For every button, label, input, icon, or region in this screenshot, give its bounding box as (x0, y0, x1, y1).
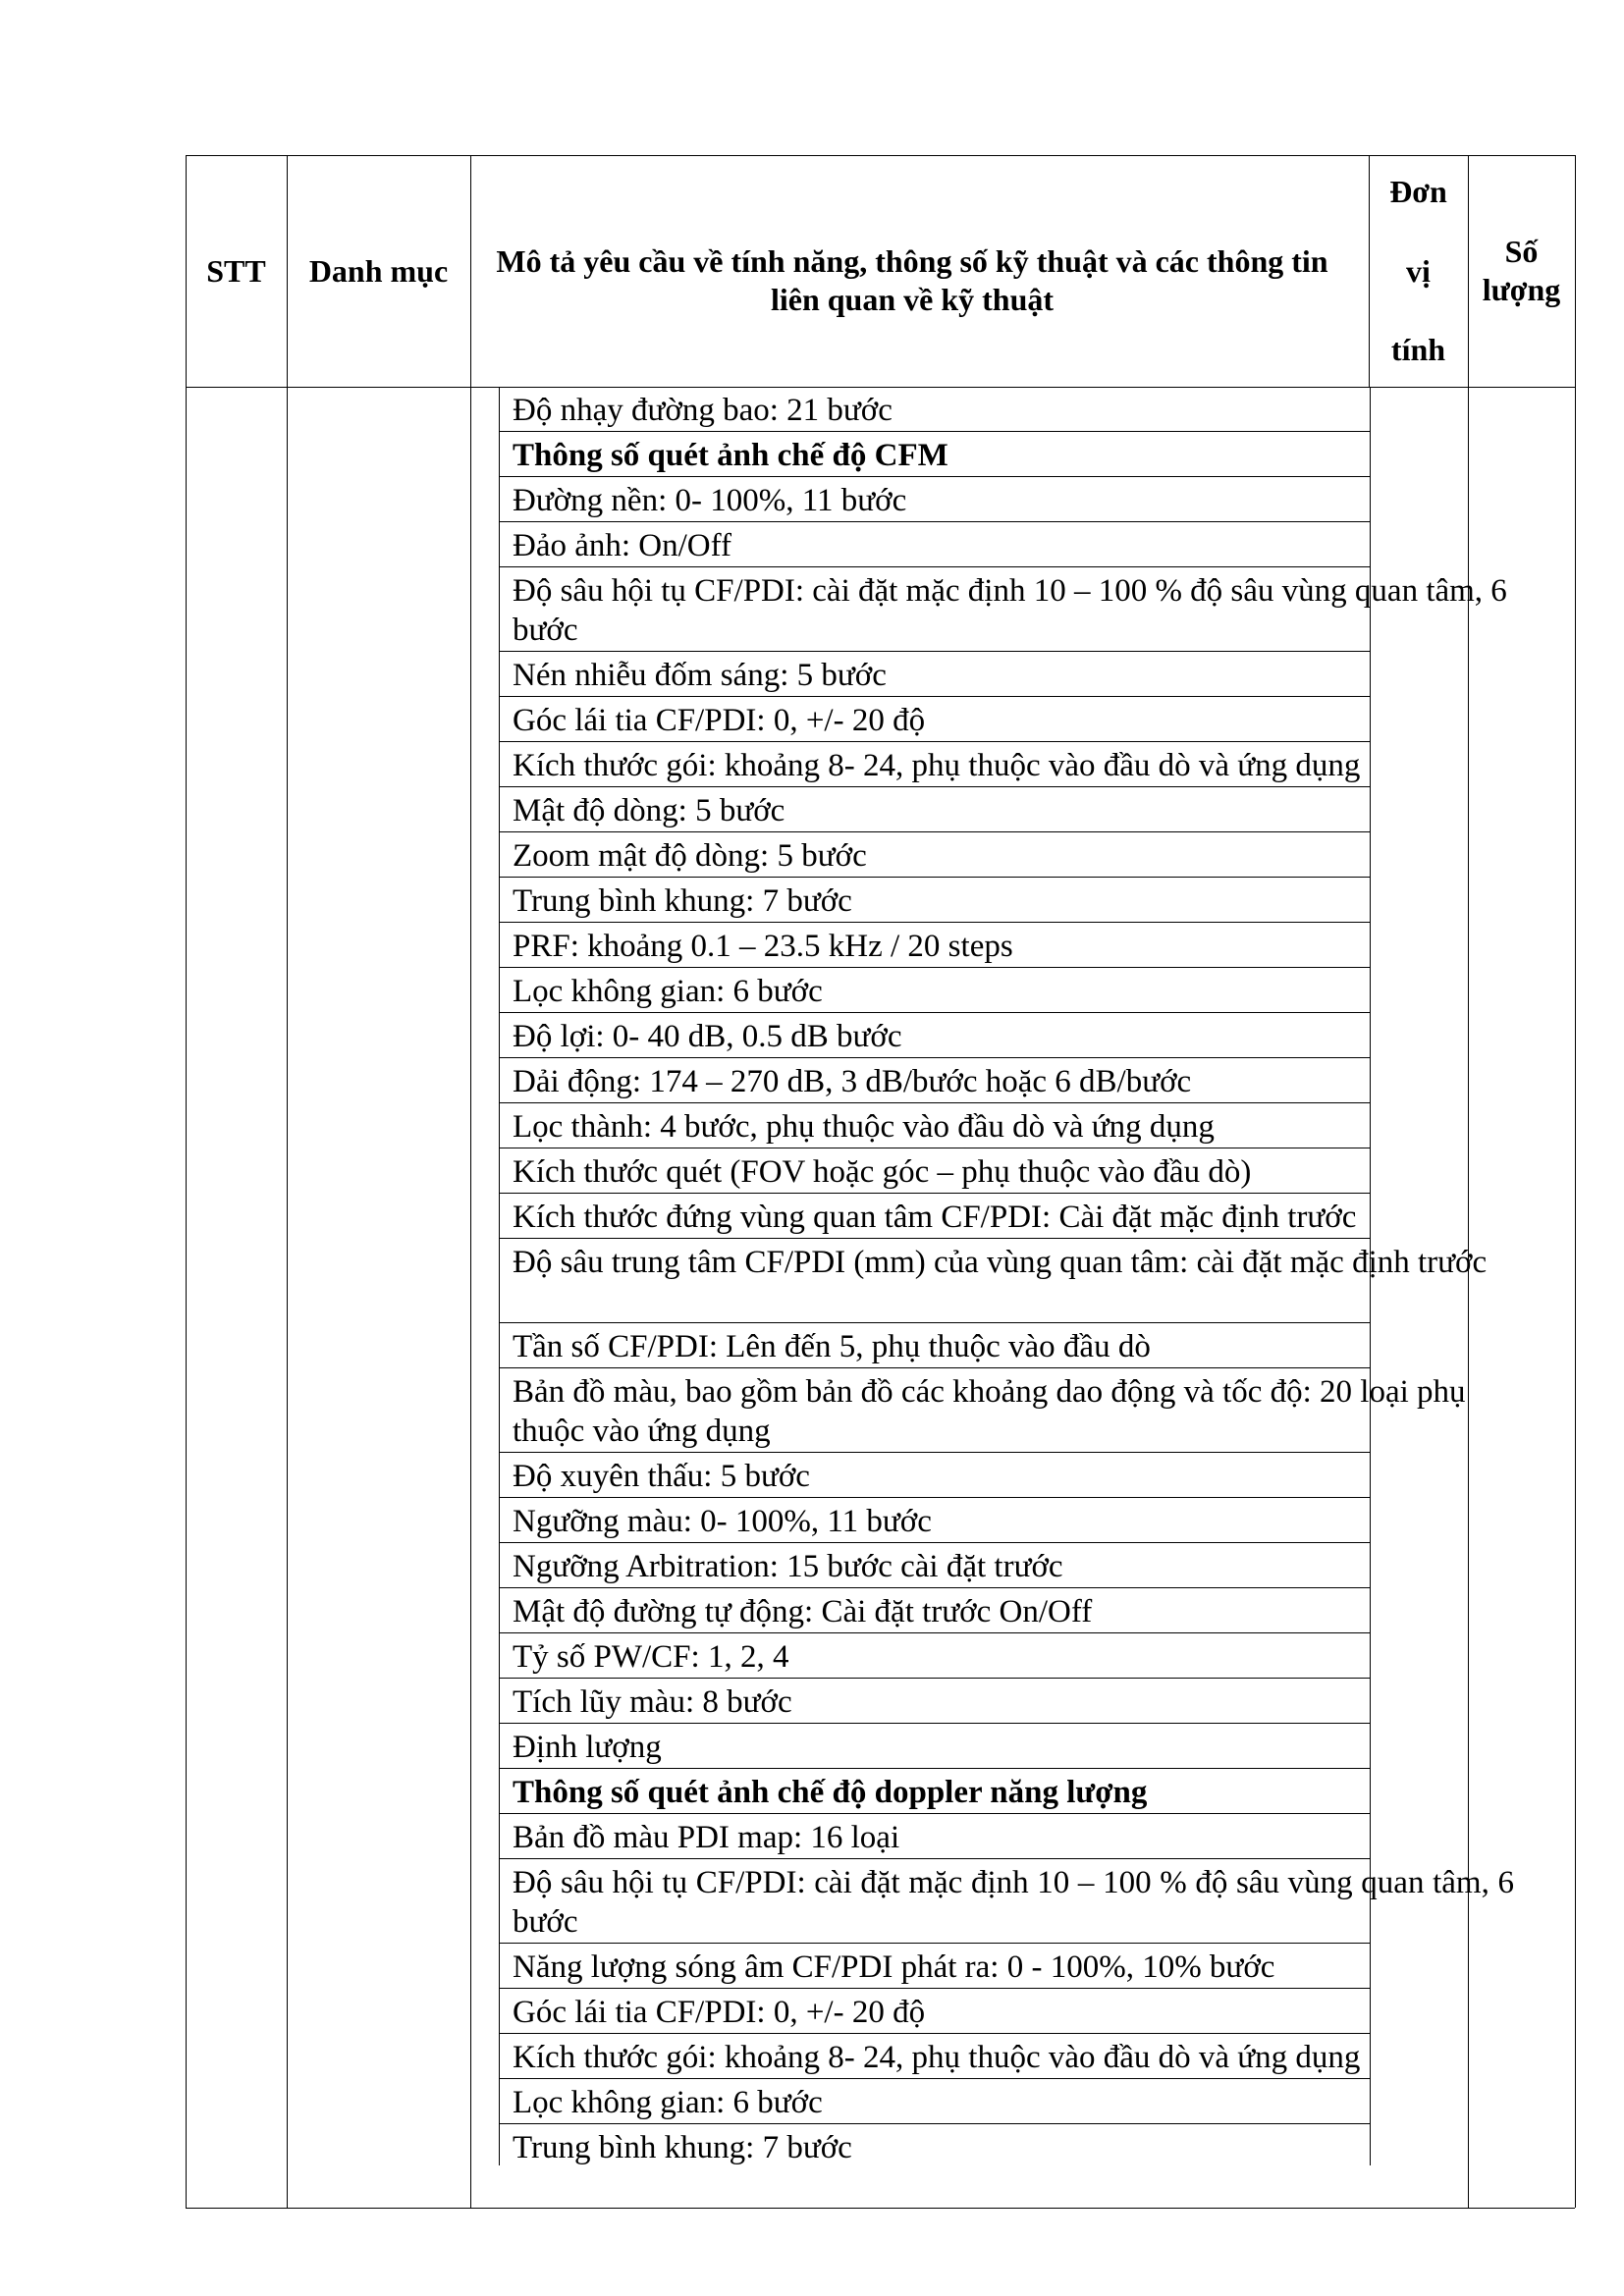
spec-row (500, 477, 1370, 522)
spec-row-text: Trung bình khung: 7 bước (513, 2130, 852, 2165)
spec-row-text: Tích lũy màu: 8 bước (513, 1684, 792, 1720)
spec-row-text: Lọc không gian: 6 bước (513, 974, 823, 1009)
spec-row (500, 1633, 1370, 1679)
spec-row (500, 1989, 1370, 2034)
spec-row (500, 432, 1370, 477)
spec-row-text: Đảo ảnh: On/Off (513, 528, 732, 563)
spec-row (500, 1769, 1370, 1814)
spec-row-text: Tỷ số PW/CF: 1, 2, 4 (513, 1639, 789, 1675)
table-border-right (1575, 155, 1576, 2208)
spec-row-text: Bản đồ màu, bao gồm bản đồ các khoảng dao động và tốc độ: 20 loại phụ thuộc vào ứng dụng (513, 1374, 1466, 1449)
spec-row (500, 1724, 1370, 1769)
spec-row (500, 1543, 1370, 1588)
spec-row (500, 1498, 1370, 1543)
spec-row-text: Kích thước quét (FOV hoặc góc – phụ thuộc vào đầu dò) (513, 1154, 1252, 1190)
spec-row (500, 1944, 1370, 1989)
spec-section-heading: Thông số quét ảnh chế độ CFM (513, 438, 948, 473)
spec-row (500, 1148, 1370, 1194)
spec-row-text: Dải động: 174 – 270 dB, 3 dB/bước hoặc 6 dB/bước (513, 1064, 1192, 1099)
spec-row (500, 567, 1507, 652)
spec-row (500, 522, 1370, 567)
spec-row (500, 1103, 1370, 1148)
spec-row-text: Lọc thành: 4 bước, phụ thuộc vào đầu dò và ứng dụng (513, 1109, 1215, 1145)
spec-table (186, 155, 1575, 2208)
header-don-vi-line-1: Đơn (1389, 174, 1447, 209)
header-mo-ta (480, 155, 1344, 397)
spec-row (500, 1058, 1370, 1103)
spec-row-text: Nén nhiễu đốm sáng: 5 bước (513, 658, 887, 693)
spec-row-text: Zoom mật độ dòng: 5 bước (513, 838, 867, 874)
spec-row (500, 1453, 1370, 1498)
spec-row-text: Độ xuyên thấu: 5 bước (513, 1459, 810, 1494)
header-so-luong: Số lượng (1482, 234, 1561, 307)
spec-row (500, 742, 1370, 787)
spec-row-text: Định lượng (513, 1730, 662, 1765)
column-divider-danh-muc (470, 155, 471, 2208)
spec-row-text: Độ lợi: 0- 40 dB, 0.5 dB bước (513, 1019, 902, 1054)
spec-list (499, 387, 1514, 2165)
spec-row (500, 2124, 1370, 2165)
spec-row-text: Mật độ đường tự động: Cài đặt trước On/Off (513, 1594, 1093, 1629)
spec-row-text: Năng lượng sóng âm CF/PDI phát ra: 0 - 100%, 10% bước (513, 1949, 1275, 1985)
spec-row-text: Kích thước gói: khoảng 8- 24, phụ thuộc vào đầu dò và ứng dụng (513, 2040, 1361, 2075)
spec-row (500, 1013, 1370, 1058)
spec-row-text: Trung bình khung: 7 bước (513, 883, 852, 919)
header-don-vi-line-3: tính (1390, 332, 1446, 367)
spec-section-heading: Thông số quét ảnh chế độ doppler năng lượng (513, 1775, 1148, 1810)
spec-row-text: Độ nhạy đường bao: 21 bước (513, 393, 893, 428)
header-stt: STT (206, 252, 266, 289)
header-don-vi-tinh (1369, 155, 1468, 387)
spec-row-text: Độ sâu hội tụ CF/PDI: cài đặt mặc định 10 – 100 % độ sâu vùng quan tâm, 6 bước (513, 1865, 1514, 1940)
spec-row-text: PRF: khoảng 0.1 – 23.5 kHz / 20 steps (513, 929, 1013, 964)
spec-row-text: Ngưỡng Arbitration: 15 bước cài đặt trước (513, 1549, 1063, 1584)
spec-row-text: Kích thước đứng vùng quan tâm CF/PDI: Cài đặt mặc định trước (513, 1200, 1357, 1235)
spec-row-text: Độ sâu trung tâm CF/PDI (mm) của vùng quan tâm: cài đặt mặc định trước (513, 1245, 1488, 1280)
spec-row-text: Góc lái tia CF/PDI: 0, +/- 20 độ (513, 703, 926, 738)
spec-row (500, 832, 1370, 878)
spec-row (500, 878, 1370, 923)
header-danh-muc: Danh mục (308, 252, 449, 289)
spec-row (500, 787, 1370, 832)
spec-row (500, 1323, 1370, 1368)
spec-row (500, 1239, 1488, 1323)
spec-row-text: Đường nền: 0- 100%, 11 bước (513, 483, 907, 518)
header-don-vi-line-2: vị (1406, 252, 1431, 289)
spec-row (500, 2034, 1370, 2079)
spec-row-text: Góc lái tia CF/PDI: 0, +/- 20 độ (513, 1995, 926, 2030)
spec-row-text: Lọc không gian: 6 bước (513, 2085, 823, 2120)
spec-row (500, 1588, 1370, 1633)
spec-row-text: Kích thước gói: khoảng 8- 24, phụ thuộc vào đầu dò và ứng dụng (513, 748, 1361, 783)
table-border-left (186, 155, 187, 2208)
spec-row-text: Bản đồ màu PDI map: 16 loại (513, 1820, 900, 1855)
spec-row (500, 1814, 1370, 1859)
spec-row (500, 387, 1370, 432)
spec-row (500, 1679, 1370, 1724)
spec-row (500, 923, 1370, 968)
spec-row (500, 652, 1370, 697)
spec-row (500, 968, 1370, 1013)
spec-row (500, 1368, 1466, 1453)
spec-row-text: Tần số CF/PDI: Lên đến 5, phụ thuộc vào đầu dò (513, 1329, 1151, 1364)
column-divider-stt (287, 155, 288, 2208)
spec-row (500, 1194, 1370, 1239)
header-mo-ta-text: Mô tả yêu cầu về tính năng, thông số kỹ thuật và các thông tin liên quan về kỹ thuật (496, 243, 1328, 317)
spec-row (500, 697, 1370, 742)
table-border-bottom (186, 2208, 1575, 2209)
spec-row (500, 1859, 1514, 1944)
spec-row-text: Độ sâu hội tụ CF/PDI: cài đặt mặc định 10 – 100 % độ sâu vùng quan tâm, 6 bước (513, 573, 1507, 648)
spec-row-text: Mật độ dòng: 5 bước (513, 793, 785, 828)
spec-row-text: Ngưỡng màu: 0- 100%, 11 bước (513, 1504, 932, 1539)
spec-row (500, 2079, 1370, 2124)
